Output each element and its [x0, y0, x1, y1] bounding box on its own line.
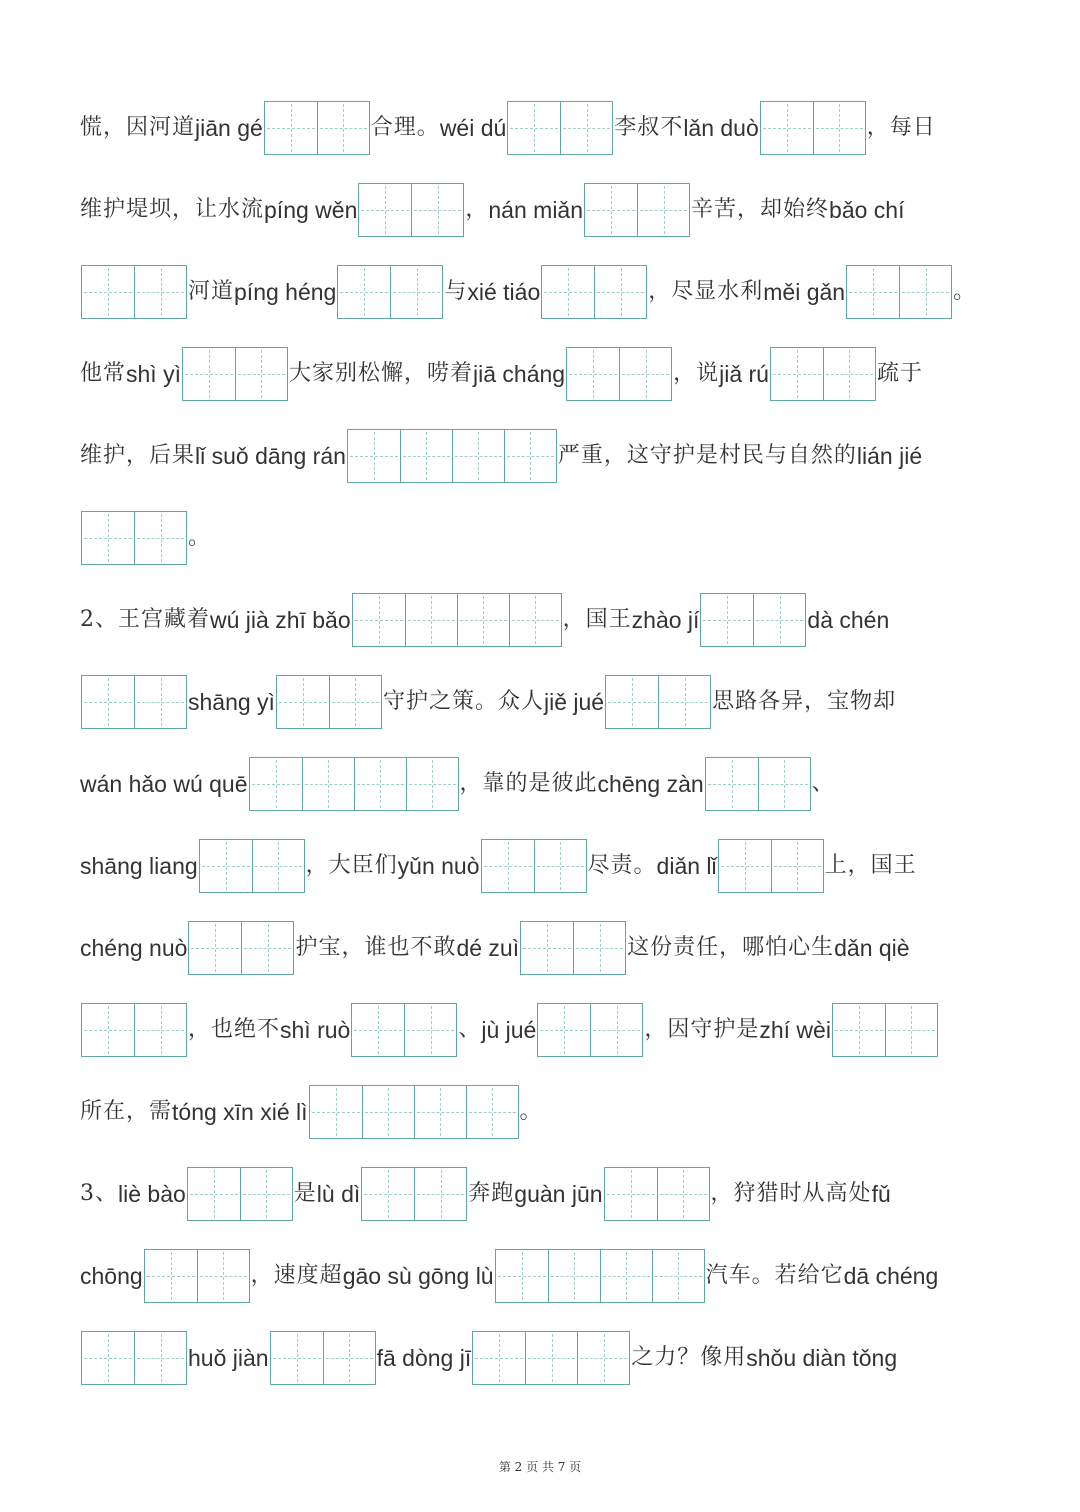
tianzige-cell[interactable] — [200, 840, 252, 892]
worksheet-line — [80, 100, 1010, 156]
pinyin-text: píng wěn — [264, 197, 358, 223]
chinese-text: ， — [465, 197, 489, 222]
chinese-text: ，速度超 — [250, 1263, 343, 1288]
pinyin-text: diǎn lǐ — [656, 853, 717, 879]
chinese-text: 2、王宫藏着 — [80, 607, 210, 632]
writing-box-group[interactable] — [760, 101, 866, 155]
writing-box-group[interactable] — [584, 183, 690, 237]
writing-box-group[interactable] — [495, 1249, 705, 1303]
tianzige-cell[interactable] — [457, 594, 509, 646]
chinese-text: 所在，需 — [80, 1099, 173, 1124]
worksheet-line — [80, 1248, 1010, 1304]
tianzige-cell[interactable] — [265, 102, 317, 154]
writing-box-group[interactable] — [188, 921, 294, 975]
worksheet-line — [80, 1166, 1010, 1222]
writing-box-group[interactable] — [270, 1331, 376, 1385]
pinyin-text: lián jié — [856, 443, 923, 469]
chinese-text: ，靠的是彼此 — [459, 771, 598, 796]
writing-box-group[interactable] — [309, 1085, 519, 1139]
writing-box-group[interactable] — [520, 921, 626, 975]
writing-box-group[interactable] — [700, 593, 806, 647]
worksheet-line — [80, 346, 1010, 402]
tianzige-cell[interactable] — [590, 1004, 642, 1056]
tianzige-cell[interactable] — [134, 512, 186, 564]
tianzige-cell[interactable] — [719, 840, 771, 892]
chinese-text: ，尽显水利 — [648, 279, 764, 304]
tianzige-cell[interactable] — [482, 840, 534, 892]
pinyin-text: dà chén — [807, 607, 890, 633]
writing-box-group[interactable] — [770, 347, 876, 401]
pinyin-text: shǒu diàn tǒng — [746, 1345, 898, 1371]
pinyin-text: huǒ jiàn — [188, 1345, 269, 1371]
worksheet-line — [80, 264, 1010, 320]
tianzige-cell[interactable] — [134, 1004, 186, 1056]
worksheet-line — [80, 1330, 1010, 1386]
tianzige-cell[interactable] — [362, 1168, 414, 1220]
tianzige-cell[interactable] — [183, 348, 235, 400]
tianzige-cell[interactable] — [761, 102, 813, 154]
chinese-text: 他常 — [80, 361, 127, 386]
chinese-text: ，每日 — [866, 115, 936, 140]
pinyin-text: gāo sù gōng lù — [342, 1263, 494, 1289]
writing-box-group[interactable] — [81, 1331, 187, 1385]
tianzige-cell[interactable] — [354, 758, 406, 810]
chinese-text: 思路各异，宝物却 — [712, 689, 897, 714]
worksheet-line — [80, 592, 1010, 648]
tianzige-cell[interactable] — [637, 184, 689, 236]
pinyin-text: shāng yì — [188, 689, 275, 715]
tianzige-cell[interactable] — [771, 348, 823, 400]
tianzige-cell[interactable] — [542, 266, 594, 318]
writing-box-group[interactable] — [541, 265, 647, 319]
writing-box-group[interactable] — [604, 1167, 710, 1221]
tianzige-cell[interactable] — [585, 184, 637, 236]
pinyin-text: lǐ suǒ dāng rán — [195, 443, 346, 469]
tianzige-cell[interactable] — [271, 1332, 323, 1384]
pinyin-text: jiǎ rú — [719, 361, 769, 387]
tianzige-cell[interactable] — [538, 1004, 590, 1056]
pinyin-text: zhào jí — [631, 607, 700, 633]
tianzige-cell[interactable] — [414, 1086, 466, 1138]
chinese-text: 与 — [444, 279, 468, 304]
writing-box-group[interactable] — [537, 1003, 643, 1057]
writing-box-group[interactable] — [705, 757, 811, 811]
pinyin-text: dǎn qiè — [834, 935, 910, 961]
writing-box-group[interactable] — [361, 1167, 467, 1221]
writing-box-group[interactable] — [481, 839, 587, 893]
tianzige-cell[interactable] — [82, 512, 134, 564]
tianzige-cell[interactable] — [310, 1086, 362, 1138]
pinyin-text: wú jià zhī bǎo — [210, 607, 351, 633]
tianzige-cell[interactable] — [235, 348, 287, 400]
pinyin-text: liè bào — [118, 1181, 186, 1207]
pinyin-text: nán miǎn — [488, 197, 584, 223]
writing-box-group[interactable] — [81, 265, 187, 319]
chinese-text: 大家别松懈，唠着 — [288, 361, 473, 386]
tianzige-cell[interactable] — [496, 1250, 548, 1302]
tianzige-cell[interactable] — [521, 922, 573, 974]
worksheet-line — [80, 1084, 1010, 1140]
tianzige-cell[interactable] — [405, 594, 457, 646]
chinese-text: 合理。 — [370, 115, 440, 140]
writing-box-group[interactable] — [846, 265, 952, 319]
pinyin-text: dā chéng — [843, 1263, 939, 1289]
pinyin-text: jiān gé — [195, 115, 263, 141]
tianzige-cell[interactable] — [652, 1250, 704, 1302]
pinyin-text: shāng liang — [80, 853, 198, 879]
chinese-text: ，狩猎时从高处 — [710, 1181, 872, 1206]
tianzige-cell[interactable] — [753, 594, 805, 646]
tianzige-cell[interactable] — [82, 1332, 134, 1384]
pinyin-text: bǎo chí — [829, 197, 905, 223]
worksheet-line — [80, 1002, 1010, 1058]
chinese-text: ，说 — [673, 361, 720, 386]
tianzige-cell[interactable] — [473, 1332, 525, 1384]
pinyin-text: chéng nuò — [80, 935, 188, 961]
pinyin-text: guàn jūn — [514, 1181, 603, 1207]
tianzige-cell[interactable] — [414, 1168, 466, 1220]
writing-box-group[interactable] — [347, 429, 557, 483]
tianzige-cell[interactable] — [619, 348, 671, 400]
chinese-text: 3、 — [80, 1181, 118, 1206]
pinyin-text: lù dì — [316, 1181, 361, 1207]
tianzige-cell[interactable] — [240, 1168, 292, 1220]
tianzige-cell[interactable] — [348, 430, 400, 482]
tianzige-cell[interactable] — [452, 430, 504, 482]
tianzige-cell[interactable] — [197, 1250, 249, 1302]
chinese-text: 尽责。 — [587, 853, 657, 878]
chinese-text: 之力？像用 — [631, 1345, 747, 1370]
writing-box-group[interactable] — [199, 839, 305, 893]
tianzige-cell[interactable] — [362, 1086, 414, 1138]
writing-box-group[interactable] — [358, 183, 464, 237]
tianzige-cell[interactable] — [352, 1004, 404, 1056]
chinese-text: 严重，这守护是村民与自然的 — [557, 443, 857, 468]
tianzige-cell[interactable] — [657, 1168, 709, 1220]
tianzige-cell[interactable] — [577, 1332, 629, 1384]
tianzige-cell[interactable] — [252, 840, 304, 892]
chinese-text: 这份责任，哪怕心生 — [627, 935, 835, 960]
pinyin-text: dé zuì — [456, 935, 520, 961]
pinyin-text: fǔ — [871, 1181, 891, 1207]
writing-box-group[interactable] — [187, 1167, 293, 1221]
tianzige-cell[interactable] — [406, 758, 458, 810]
tianzige-cell[interactable] — [359, 184, 411, 236]
tianzige-cell[interactable] — [813, 102, 865, 154]
pinyin-text: jiā cháng — [473, 361, 566, 387]
chinese-text: 护宝，谁也不敢 — [295, 935, 457, 960]
tianzige-cell[interactable] — [250, 758, 302, 810]
pinyin-text: wán hǎo wú quē — [80, 771, 248, 797]
tianzige-cell[interactable] — [466, 1086, 518, 1138]
writing-box-group[interactable] — [81, 675, 187, 729]
writing-box-group[interactable] — [832, 1003, 938, 1057]
pinyin-text: shì ruò — [280, 1017, 351, 1043]
tianzige-cell[interactable] — [605, 1168, 657, 1220]
tianzige-cell[interactable] — [560, 102, 612, 154]
chinese-text: 。 — [188, 525, 212, 550]
tianzige-cell[interactable] — [323, 1332, 375, 1384]
chinese-text: 。 — [953, 279, 977, 304]
chinese-text: 是 — [293, 1181, 317, 1206]
tianzige-cell[interactable] — [82, 266, 134, 318]
worksheet-line — [80, 182, 1010, 238]
tianzige-cell[interactable] — [594, 266, 646, 318]
writing-box-group[interactable] — [81, 1003, 187, 1057]
tianzige-cell[interactable] — [823, 348, 875, 400]
pinyin-text: píng héng — [234, 279, 337, 305]
tianzige-cell[interactable] — [706, 758, 758, 810]
writing-box-group[interactable] — [264, 101, 370, 155]
tianzige-cell[interactable] — [400, 430, 452, 482]
writing-box-group[interactable] — [276, 675, 382, 729]
pinyin-text: jù jué — [481, 1017, 537, 1043]
tianzige-cell[interactable] — [658, 676, 710, 728]
chinese-text: 汽车。若给它 — [705, 1263, 844, 1288]
chinese-text: 上，国王 — [824, 853, 917, 878]
chinese-text: 慌，因河道 — [80, 115, 196, 140]
worksheet-line — [80, 510, 1010, 566]
tianzige-cell[interactable] — [134, 1332, 186, 1384]
tianzige-cell[interactable] — [277, 676, 329, 728]
tianzige-cell[interactable] — [145, 1250, 197, 1302]
page-footer: 第 2 页 共 7 页 — [498, 1460, 582, 1474]
chinese-text: 。 — [519, 1099, 543, 1124]
worksheet-line — [80, 428, 1010, 484]
tianzige-cell[interactable] — [404, 1004, 456, 1056]
tianzige-cell[interactable] — [899, 266, 951, 318]
tianzige-cell[interactable] — [548, 1250, 600, 1302]
tianzige-cell[interactable] — [701, 594, 753, 646]
pinyin-text: yǔn nuò — [397, 853, 480, 879]
pinyin-text: tóng xīn xié lì — [172, 1099, 308, 1125]
writing-box-group[interactable] — [81, 511, 187, 565]
tianzige-cell[interactable] — [353, 594, 405, 646]
tianzige-cell[interactable] — [317, 102, 369, 154]
pinyin-text: chōng — [80, 1263, 143, 1289]
chinese-text: 奔跑 — [468, 1181, 515, 1206]
tianzige-cell[interactable] — [411, 184, 463, 236]
pinyin-text: lǎn duò — [683, 115, 759, 141]
worksheet-line — [80, 920, 1010, 976]
pinyin-text: wéi dú — [439, 115, 507, 141]
chinese-text: ，大臣们 — [305, 853, 398, 878]
writing-box-group[interactable] — [249, 757, 459, 811]
tianzige-cell[interactable] — [241, 922, 293, 974]
chinese-text: 维护，后果 — [80, 443, 196, 468]
chinese-text: 维护堤坝，让水流 — [80, 197, 265, 222]
chinese-text: ，也绝不 — [188, 1017, 281, 1042]
tianzige-cell[interactable] — [567, 348, 619, 400]
chinese-text: ，因守护是 — [644, 1017, 760, 1042]
chinese-text: 、 — [458, 1017, 482, 1042]
tianzige-cell[interactable] — [833, 1004, 885, 1056]
tianzige-cell[interactable] — [606, 676, 658, 728]
tianzige-cell[interactable] — [885, 1004, 937, 1056]
pinyin-text: zhí wèi — [759, 1017, 831, 1043]
writing-box-group[interactable] — [337, 265, 443, 319]
writing-box-group[interactable] — [472, 1331, 630, 1385]
tianzige-cell[interactable] — [508, 102, 560, 154]
chinese-text: 辛苦，却始终 — [691, 197, 830, 222]
tianzige-cell[interactable] — [771, 840, 823, 892]
writing-box-group[interactable] — [352, 593, 562, 647]
chinese-text: 守护之策。众人 — [382, 689, 544, 714]
writing-box-group[interactable] — [144, 1249, 250, 1303]
chinese-text: ，国王 — [562, 607, 632, 632]
tianzige-cell[interactable] — [509, 594, 561, 646]
tianzige-cell[interactable] — [338, 266, 390, 318]
worksheet-line — [80, 674, 1010, 730]
tianzige-cell[interactable] — [134, 266, 186, 318]
pinyin-text: měi gǎn — [763, 279, 846, 305]
tianzige-cell[interactable] — [82, 1004, 134, 1056]
chinese-text: 河道 — [188, 279, 235, 304]
tianzige-cell[interactable] — [573, 922, 625, 974]
tianzige-cell[interactable] — [329, 676, 381, 728]
writing-box-group[interactable] — [182, 347, 288, 401]
chinese-text: 疏于 — [876, 361, 923, 386]
tianzige-cell[interactable] — [302, 758, 354, 810]
pinyin-text: fā dòng jī — [376, 1345, 472, 1371]
tianzige-cell[interactable] — [189, 922, 241, 974]
tianzige-cell[interactable] — [847, 266, 899, 318]
tianzige-cell[interactable] — [188, 1168, 240, 1220]
writing-box-group[interactable] — [566, 347, 672, 401]
tianzige-cell[interactable] — [758, 758, 810, 810]
worksheet-line — [80, 756, 1010, 812]
chinese-text: 李叔不 — [614, 115, 684, 140]
tianzige-cell[interactable] — [82, 676, 134, 728]
tianzige-cell[interactable] — [525, 1332, 577, 1384]
writing-box-group[interactable] — [507, 101, 613, 155]
worksheet-line — [80, 838, 1010, 894]
tianzige-cell[interactable] — [504, 430, 556, 482]
tianzige-cell[interactable] — [134, 676, 186, 728]
pinyin-text: jiě jué — [543, 689, 605, 715]
pinyin-text: xié tiáo — [467, 279, 541, 305]
writing-box-group[interactable] — [605, 675, 711, 729]
pinyin-text: chēng zàn — [597, 771, 704, 797]
chinese-text: 、 — [811, 771, 835, 796]
pinyin-text: shì yì — [126, 361, 181, 387]
tianzige-cell[interactable] — [534, 840, 586, 892]
writing-box-group[interactable] — [718, 839, 824, 893]
writing-box-group[interactable] — [351, 1003, 457, 1057]
tianzige-cell[interactable] — [390, 266, 442, 318]
tianzige-cell[interactable] — [600, 1250, 652, 1302]
